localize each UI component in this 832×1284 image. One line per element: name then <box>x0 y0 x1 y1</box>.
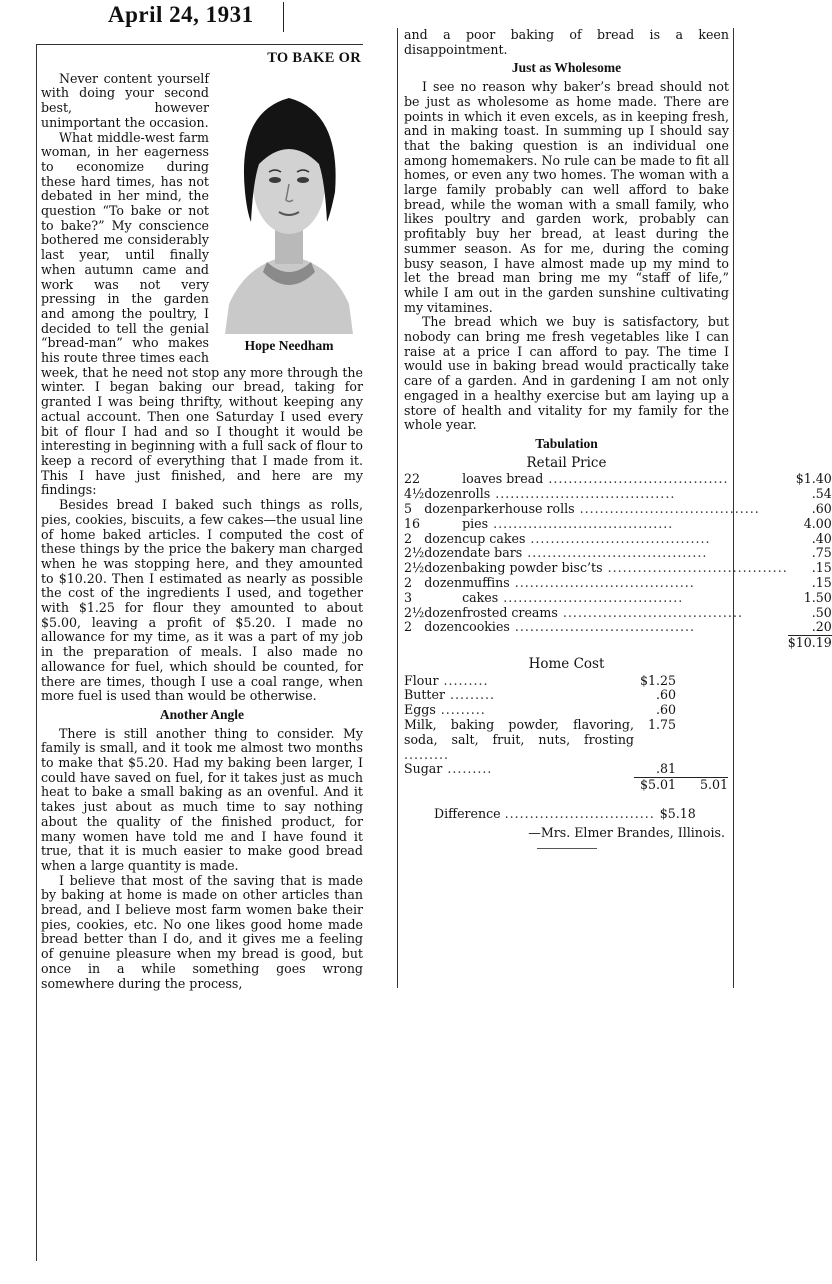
home-cost-total-carried: 5.01 <box>676 778 728 793</box>
retail-row <box>404 502 832 517</box>
home-cost-item-name: Eggs <box>404 702 436 718</box>
retail-row <box>404 620 832 635</box>
leader-dots: ......... <box>444 687 496 703</box>
left-column <box>36 44 363 1261</box>
difference-value: $5.18 <box>659 806 696 822</box>
retail-item-name: loaves bread <box>462 471 544 487</box>
retail-item-name: cookies <box>462 619 510 635</box>
home-cost-spacer <box>676 674 728 689</box>
retail-qty: 2 <box>404 574 413 590</box>
leader-dots: ......... <box>438 672 489 688</box>
retail-qty: 2½ <box>404 560 425 576</box>
retail-item <box>462 517 788 532</box>
body-paragraph: Besides bread I baked such things as rolls, pies, cookies, biscuits, a few cakes—the usual line of home baked articles. I computed the cost of these things by the price the bakery man charged when he was stopping here, and they amounted to $10.20. Then I estimated as nearly as possible the cost of the ingredients I used, and together with $1.25 for flour they amounted to about $5.00, leaving a profit of $5.20. I made no allowance for my time, as it was a part of my job in the preparation of meals. I also made no allowance for fuel, which should be counted, for there are times, though I use a coal range, when more fuel is used than would be otherwise. <box>41 497 363 704</box>
home-cost-item-name: Milk, baking powder, flavoring, soda, salt, fruit, nuts, frosting <box>404 717 634 747</box>
leader-dots: ......... <box>435 702 486 718</box>
retail-item <box>462 532 788 547</box>
home-cost-item <box>404 703 634 718</box>
leader-dots: .................................... <box>490 486 676 502</box>
home-cost-item <box>404 762 634 777</box>
home-cost-item-name: Sugar <box>404 761 443 777</box>
difference-label: Difference <box>434 806 501 822</box>
body-paragraph: The bread which we buy is satisfactory, but nobody can bring me fresh vegetables like I can raise at a price I can afford to pay. The time I would use in baking bread would practically take care of a garden. And in gardening I am not only engaged in a healthy exercise but am laying up a store of health and vitality for my family for the whole year. <box>404 314 729 433</box>
home-cost-amount: $1.25 <box>639 672 676 688</box>
leader-dots: .................................... <box>509 619 695 635</box>
subhead-just-as-wholesome: Just as Wholesome <box>511 60 622 76</box>
clipping-date: April 24, 1931 <box>108 2 254 27</box>
retail-item-name: pies <box>462 515 489 531</box>
retail-unit <box>424 472 462 487</box>
retail-price: .75 <box>811 545 832 561</box>
retail-price: 1.50 <box>803 589 832 605</box>
retail-row <box>404 576 832 591</box>
retail-total: $10.19 <box>787 635 832 651</box>
right-column <box>397 27 832 988</box>
body-paragraph: I see no reason why baker’s bread should not be just as wholesome as home made. There are points in which it even excels, as in keeping fresh, and in making toast. In summing up I should say that the baking question is an individual one among homemakers. No rule can be made to fit all homes, or even any two homes. The woman with a large family probably can well afford to bake bread, while the woman with a small family, who likes poultry and garden work, probably can profitably buy her bread, at least during the summer season. As for me, during the coming busy season, I have almost made up my mind to let the bread man bring me my “staff of life,” while I am out in the garden sunshine cultivating my vitamines. <box>404 79 729 315</box>
retail-qty: 3 <box>404 589 413 605</box>
retail-row <box>404 561 832 576</box>
retail-qty: 22 <box>404 471 421 487</box>
retail-qty: 2½ <box>404 545 425 561</box>
home-cost-spacer <box>676 762 728 777</box>
author-photo-block <box>215 72 363 360</box>
retail-unit: dozen <box>424 619 463 635</box>
retail-row <box>404 546 832 561</box>
tabulation-heading: Tabulation <box>535 435 598 451</box>
photo-caption: Hope Needham <box>244 338 334 354</box>
difference-row <box>404 807 729 822</box>
retail-row <box>404 472 832 487</box>
retail-price: .20 <box>811 619 832 635</box>
retail-item-name: cup cakes <box>462 530 526 546</box>
closing-rule <box>537 848 597 849</box>
retail-item <box>462 576 788 591</box>
retail-price: .40 <box>811 530 832 546</box>
retail-qty: 4½ <box>404 486 425 502</box>
retail-unit: dozen <box>424 486 463 502</box>
retail-unit: dozen <box>424 560 463 576</box>
retail-unit <box>424 591 462 606</box>
leader-dots: .................................... <box>509 574 695 590</box>
home-cost-amount: .60 <box>655 687 676 703</box>
leader-dots: .................................... <box>557 604 743 620</box>
article-headline: TO BAKE OR <box>267 50 361 66</box>
retail-row <box>404 517 832 532</box>
home-cost-spacer <box>676 703 728 718</box>
home-cost-item <box>404 674 634 689</box>
home-cost-row <box>404 718 728 762</box>
retail-item-name: muffins <box>462 574 510 590</box>
retail-price: .60 <box>811 500 832 516</box>
retail-item-name: cakes <box>462 589 499 605</box>
continued-paragraph: and a poor baking of bread is a keen disappointment. <box>404 27 729 57</box>
retail-price: .15 <box>811 560 832 576</box>
retail-item <box>462 502 788 517</box>
retail-price: .15 <box>811 574 832 590</box>
retail-price: .50 <box>811 604 832 620</box>
home-cost-heading: Home Cost <box>528 655 605 672</box>
home-cost-amount: 1.75 <box>647 717 676 733</box>
retail-row <box>404 532 832 547</box>
retail-item <box>462 546 788 561</box>
retail-item <box>462 620 788 635</box>
retail-price: .54 <box>811 486 832 502</box>
body-paragraph: What middle-west farm woman, in her eagerness to economize during these hard times, has not debated in her mind, the question “To bake or not to bake?” My conscience bothered me considerably last year, until finally when autumn came and work was not very pressing in the garden and among the poultry, I decided to tell the genial “bread-man” who makes his route three times each week, that he need not stop any more through the winter. I began baking our bread, taking for granted I was being thrifty, without keeping any actual account. Then one Saturday I used every bit of flour I had and so I thought it would be interesting in beginning with a full sack of flour to keep a record of everything that I made from it. This I have just finished, and here are my findings: <box>41 129 364 498</box>
home-cost-amount: .81 <box>655 761 676 777</box>
leader-dots: .................................... <box>543 471 729 487</box>
subhead-another-angle: Another Angle <box>159 706 245 722</box>
retail-unit <box>424 517 462 532</box>
retail-unit: dozen <box>424 530 463 546</box>
retail-price: $1.40 <box>795 471 832 487</box>
retail-unit: dozen <box>424 604 463 620</box>
retail-row <box>404 606 832 621</box>
retail-unit: dozen <box>424 500 463 516</box>
leader-dots: ......... <box>404 746 450 762</box>
retail-qty: 2½ <box>404 604 425 620</box>
retail-row <box>404 591 832 606</box>
retail-item <box>462 591 788 606</box>
home-cost-row <box>404 674 728 689</box>
leader-dots: .................................... <box>602 560 788 576</box>
home-cost-row <box>404 703 728 718</box>
retail-item <box>462 472 788 487</box>
home-cost-item <box>404 688 634 703</box>
retail-price-heading: Retail Price <box>526 454 607 471</box>
retail-item-name: parkerhouse rolls <box>462 500 575 516</box>
retail-item <box>462 606 788 621</box>
home-cost-row <box>404 762 728 777</box>
home-cost-item <box>404 718 634 762</box>
retail-item-name: date bars <box>462 545 523 561</box>
leader-dots: .............................. <box>504 806 660 822</box>
retail-qty: 2 <box>404 619 413 635</box>
retail-item <box>462 487 788 502</box>
retail-unit: dozen <box>424 574 463 590</box>
home-cost-total: $5.01 <box>634 778 676 793</box>
author-signature: —Mrs. Elmer Brandes, Illinois. <box>528 824 725 840</box>
retail-qty: 16 <box>404 515 421 531</box>
home-cost-item-name: Butter <box>404 687 445 703</box>
author-portrait-photo <box>215 72 363 334</box>
retail-qty: 2 <box>404 530 413 546</box>
leader-dots: .................................... <box>522 545 708 561</box>
retail-item-name: frosted creams <box>462 604 558 620</box>
home-cost-spacer <box>676 688 728 703</box>
leader-dots: ......... <box>442 761 493 777</box>
retail-item-name: rolls <box>462 486 491 502</box>
retail-price-table <box>404 472 832 651</box>
home-cost-amount: .60 <box>655 702 676 718</box>
retail-item-name: baking powder bisc’ts <box>462 560 603 576</box>
leader-dots: .................................... <box>488 515 674 531</box>
intro-paragraph: Never content yourself with doing your second best, however unimportant the occasion. <box>41 70 209 130</box>
leader-dots: .................................... <box>574 500 760 516</box>
retail-item <box>462 561 788 576</box>
home-cost-spacer <box>676 718 728 762</box>
home-cost-table <box>404 674 728 793</box>
home-cost-row <box>404 688 728 703</box>
retail-row <box>404 487 832 502</box>
body-paragraph: There is still another thing to consider. My family is small, and it took me almost two months to make that $5.20. Had my baking been larger, I could have saved on fuel, for it takes just as much heat to bake a small baking as an ovenful. And it takes just about as much time to say nothing about the quality of the finished product, for many women have told me and I have found it true, that it is much easier to make good bread when a large quantity is made. <box>41 725 363 873</box>
home-cost-item-name: Flour <box>404 672 439 688</box>
retail-price: 4.00 <box>803 515 832 531</box>
retail-unit: dozen <box>424 545 463 561</box>
retail-qty: 5 <box>404 500 413 516</box>
date-divider <box>283 2 284 32</box>
leader-dots: .................................... <box>525 530 711 546</box>
body-paragraph: I believe that most of the saving that is made by baking at home is made on other articles than bread, and I believe most farm women bake their pies, cookies, etc. No one likes good home made bread better than I do, and it gives me a feeling of genuine pleasure when my bread is good, but once in a while something goes wrong somewhere during the process, <box>41 872 363 991</box>
leader-dots: .................................... <box>498 589 684 605</box>
